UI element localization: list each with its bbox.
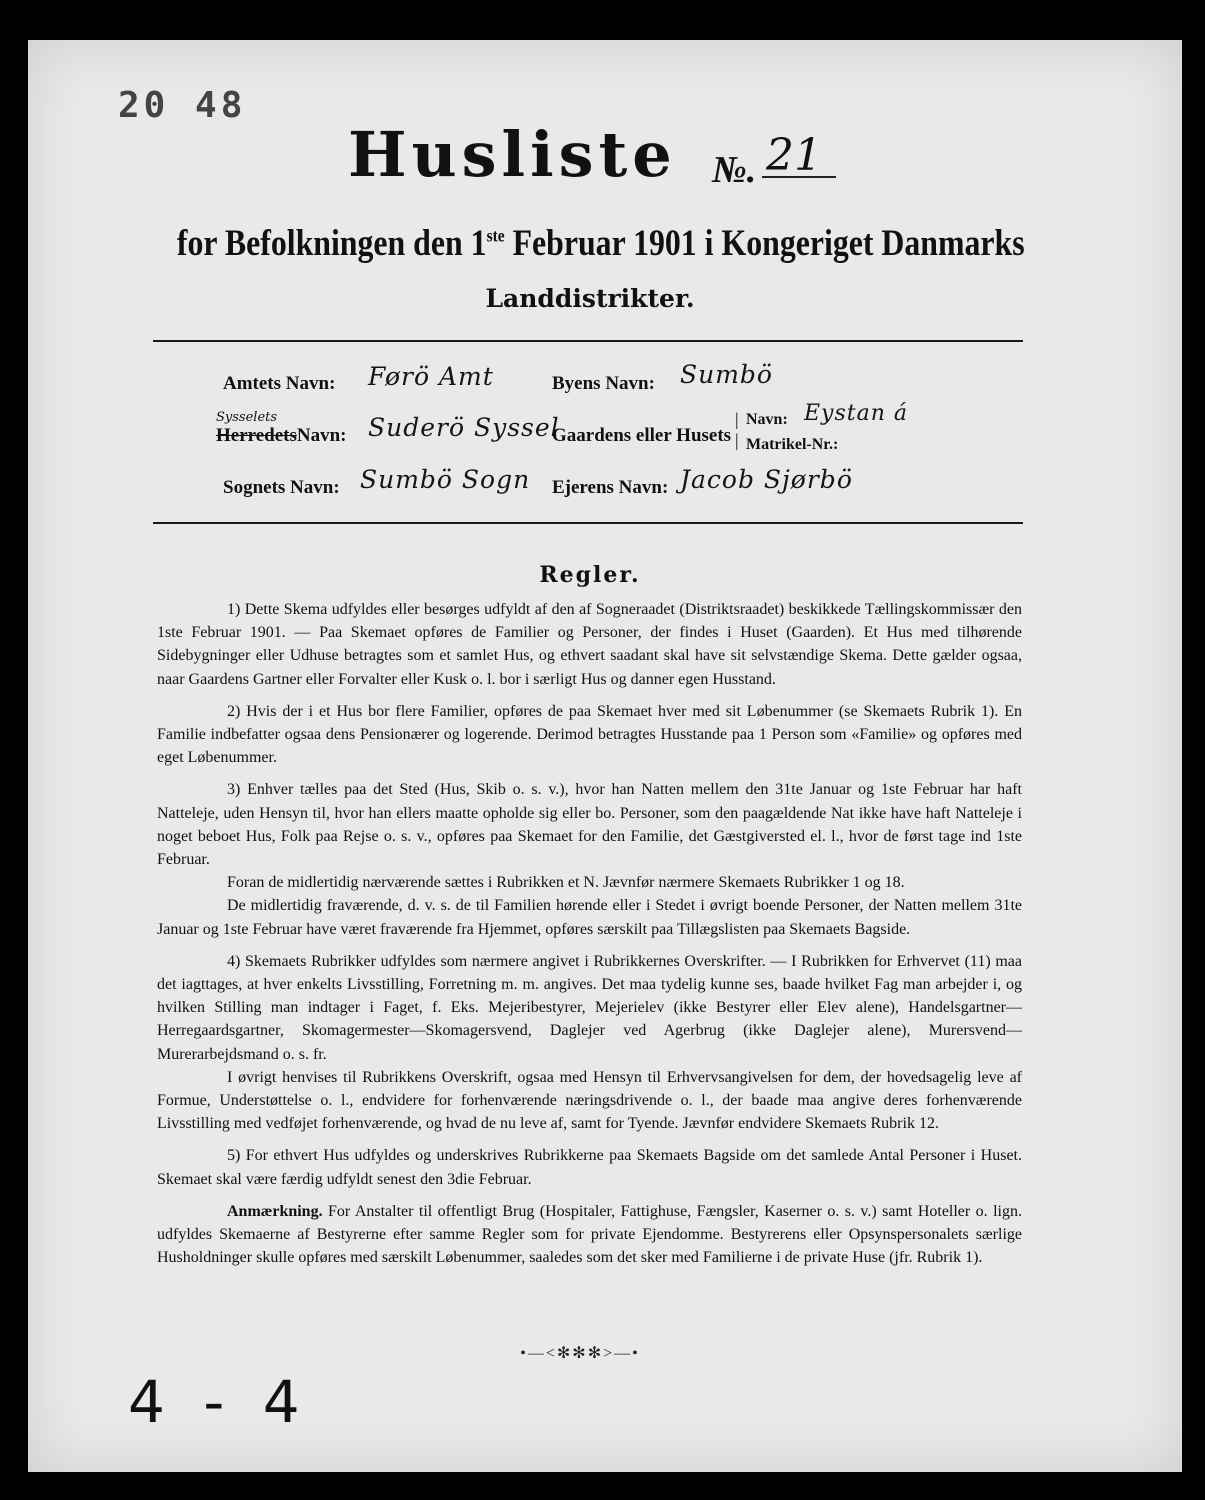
rule-paragraph: I øvrigt henvises til Rubrikkens Overskrift, ogsaa med Hensyn til Erhvervsangivelsen for dem, der hovedsagelig leve af Formue, Understøttelse o. l., endvidere for forhenværende næringsdrivende o. l., der baade maa angive deres forhenværende Livsstilling med vedføjet forhenværende, og hvad de nu leve af, samt for Tyende. Jævnfør endvidere Skemaets Rubrik 12. <box>157 1068 1022 1133</box>
gaard-navn-label: Navn: <box>746 411 788 428</box>
gaard-label: Gaardens eller Husets <box>552 425 732 446</box>
number-label: №. <box>712 149 757 191</box>
herred-prefix-handwritten: Sysselets <box>216 410 278 425</box>
note-label: Anmærkning. <box>227 1202 323 1220</box>
gaard-bracket: | | <box>735 409 739 450</box>
sogn-value: Sumbö Sogn <box>360 465 531 494</box>
rules-heading: Regler. <box>539 562 641 588</box>
rule-paragraph: 5) For ethvert Hus udfyldes og underskrives Rubrikkerne paa Skemaets Bagside om det samlede Antal Personer i Huset. Skemaet skal være færdig udfyldt senest den 3die Februar. <box>157 1147 1022 1188</box>
gaard-matrikel-label: Matrikel-Nr.: <box>746 436 839 453</box>
gaard-navn-value: Eystan á <box>804 401 909 426</box>
document-title: Husliste <box>348 118 677 191</box>
form-top-rule <box>153 340 1023 342</box>
rule-paragraph: 1) Dette Skema udfyldes eller besørges udfyldt af den af Sogneraadet (Distriktsraadet) beskikkede Tællingskommissær den 1ste Februar 1901. — Paa Skemaet opføres de Familier og Personer, der findes i Huset (Gaarden). Et Hus med tilhørende Sidebygninger eller Udhuse betragtes som et samlet Hus, og ethvert saadant skal have sit selvstændige Skema. Dette gælder ogsaa, naar Gaardens Gartner eller Forvalter eller Kusk o. l. bor i særligt Hus og danner egen Husstand. <box>157 601 1022 688</box>
ornament-divider: •—<✻✻✻>—• <box>520 1345 640 1362</box>
rule-paragraph: 2) Hvis der i et Hus bor flere Familier, opføres de paa Skemaet hver med sit Løbenummer (se Skemaets Rubrik 1). En Familie indbefatter ogsaa dens Pensionærer og logerende. Derimod betragtes Husstande paa 1 Person som «Familie» og opføres med eget Løbenummer. <box>157 702 1022 767</box>
archive-stamp: 20 48 <box>118 85 247 126</box>
page-mark-handwritten: 4 - 4 <box>128 1368 310 1436</box>
amt-value: Førö Amt <box>368 362 494 391</box>
rule-paragraph: Foran de midlertidig nærværende sættes i Rubrikken et N. Jævnfør nærmere Skemaets Rubrikker 1 og 18. <box>227 874 905 892</box>
herred-label: HerredetsNavn: <box>216 425 347 446</box>
sogn-label: Sognets Navn: <box>223 477 340 498</box>
by-label: Byens Navn: <box>552 373 655 394</box>
list-number-handwritten: 21 <box>762 136 836 178</box>
by-value: Sumbö <box>680 360 773 389</box>
rule-paragraph: De midlertidig fraværende, d. v. s. de til Familien hørende eller i Stedet i øvrigt boende Personer, der Natten mellem 31te Januar og 1ste Februar have været fraværende fra Hjemmet, opføres særskilt paa Tillægslisten paa Skemaets Bagside. <box>157 897 1022 938</box>
form-bottom-rule <box>153 522 1023 524</box>
district-heading: Landdistrikter. <box>485 284 695 313</box>
rule-paragraph: 4) Skemaets Rubrikker udfyldes som nærmere angivet i Rubrikkernes Overskrifter. — I Rubrikken for Erhvervet (11) maa det iagttages, at hver enkelts Livsstilling, Forretning m. m. angives. Det maa tydelig kunne ses, baade hvilket Fag man arbejder i, og hvilken Stilling man indtager i Faget, f. Eks. Mejeribestyrer, Mejerielev (ikke Bestyrer eller Elev alene), Handelsgartner—Herregaardsgartner, Skomagermester—Skomagersvend, Daglejer ved Agerbrug (ikke Daglejer alene), Murersvend—Murerarbejdsmand o. s. fr. <box>157 952 1022 1063</box>
rule-paragraph: 3) Enhver tælles paa det Sted (Hus, Skib o. s. v.), hvor han Natten mellem den 31te Januar og 1ste Februar har haft Natteleje, uden Hensyn til, hvor han ellers maatte opholde sig eller bo. Personer, som den paagældende Nat ikke have haft Natteleje i noget beboet Hus, Folk paa Rejse o. s. v., opføres paa Skemaet for den Familie, det Gæstgiversted el. l., hvor de først tage ind 1ste Februar. <box>157 781 1022 869</box>
document-subtitle: for Befolkningen den 1ste Februar 1901 i Kongeriget Danmarks <box>176 223 1025 264</box>
rules-body <box>157 598 1022 1278</box>
note-paragraph: Anmærkning. For Anstalter til offentligt Brug (Hospitaler, Fattighuse, Fængsler, Kaserner o. s. v.) samt Hoteller o. lign. udfyldes Skemaerne af Bestyrerne efter samme Regler som for private Ejendomme. Bestyrerens eller Opsynspersonalets særlige Husholdninger skulle opføres med særskilt Løbenummer, saaledes som det sker med Familierne i de private Huse (jfr. Rubrik 1). <box>157 1202 1023 1267</box>
ejer-value: Jacob Sjørbö <box>680 465 853 494</box>
ejer-label: Ejerens Navn: <box>552 477 669 498</box>
amt-label: Amtets Navn: <box>223 373 336 394</box>
herred-value: Suderö Syssel <box>368 413 560 442</box>
